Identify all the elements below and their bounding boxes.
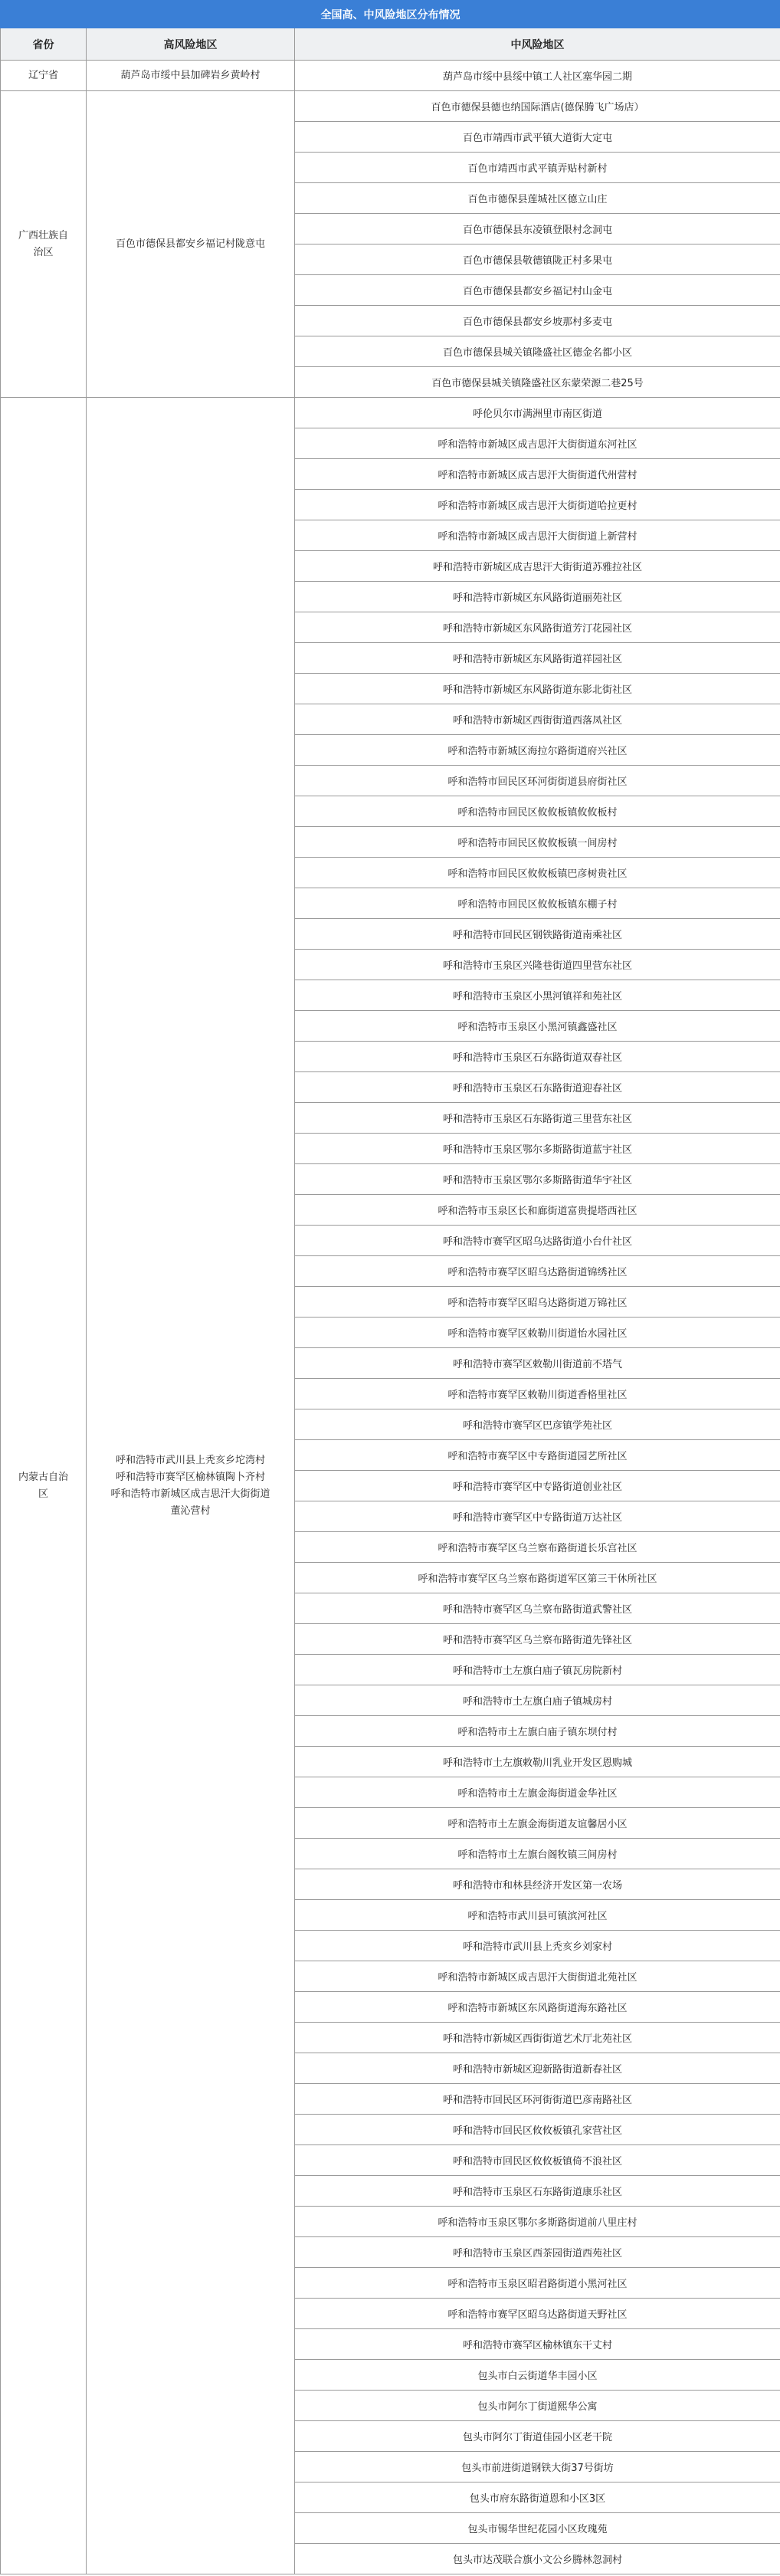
medium-risk-cell: 百色市德保县城关镇隆盛社区德金名都小区 [295,336,780,367]
high-risk-area: 呼和浩特市武川县上秃亥乡坨湾村 [115,1454,265,1466]
medium-risk-cell: 呼和浩特市新城区迎新路街道新春社区 [295,2053,780,2084]
medium-risk-cell: 呼和浩特市赛罕区昭乌达路街道锦绣社区 [295,1256,780,1287]
medium-risk-cell: 呼和浩特市玉泉区石东路街道双春社区 [295,1042,780,1072]
province-cell: 辽宁省 [1,61,87,91]
medium-risk-cell: 呼和浩特市玉泉区鄂尔多斯路街道华宇社区 [295,1164,780,1195]
medium-risk-cell: 呼和浩特市新城区东风路街道丽苑社区 [295,582,780,612]
medium-risk-cell: 呼和浩特市新城区成吉思汗大街街道代州营村 [295,459,780,490]
column-header-medium-risk: 中风险地区 [295,28,780,61]
medium-risk-cell: 呼和浩特市赛罕区敕勒川街道怡水园社区 [295,1318,780,1348]
medium-risk-cell: 百色市德保县都安乡福记村山金屯 [295,275,780,306]
medium-risk-cell: 包头市阿尔丁街道佳园小区老干院 [295,2421,780,2452]
medium-risk-cell: 呼和浩特市土左旗敕勒川乳业开发区恩购城 [295,1747,780,1777]
medium-risk-cell: 呼和浩特市回民区环河街街道巴彦南路社区 [295,2084,780,2115]
medium-risk-cell: 呼和浩特市新城区成吉思汗大街街道东河社区 [295,428,780,459]
medium-risk-cell: 呼和浩特市玉泉区鄂尔多斯路街道前八里庄村 [295,2207,780,2237]
medium-risk-cell: 呼和浩特市和林县经济开发区第一农场 [295,1869,780,1900]
province-cell: 广西壮族自治区 [1,91,87,398]
medium-risk-cell: 百色市德保县德也纳国际酒店(德保腾飞广场店） [295,91,780,122]
medium-risk-cell: 呼和浩特市赛罕区昭乌达路街道万锦社区 [295,1287,780,1318]
table-row [1,61,780,91]
medium-risk-cell: 呼和浩特市回民区攸攸板镇攸攸板村 [295,796,780,827]
medium-risk-cell: 呼和浩特市回民区钢铁路街道南乘社区 [295,919,780,950]
table-body [1,61,780,2574]
medium-risk-cell: 呼和浩特市土左旗金海街道金华社区 [295,1777,780,1808]
medium-risk-cell: 包头市锡华世纪花园小区玫瑰苑 [295,2513,780,2544]
high-risk-area: 董沁营村 [170,1505,211,1517]
medium-risk-cell: 呼和浩特市新城区成吉思汗大街街道上新营村 [295,520,780,551]
medium-risk-cell: 呼和浩特市新城区东风路街道东影北街社区 [295,674,780,704]
high-risk-area: 呼和浩特市新城区成吉思汗大街街道 [110,1488,270,1500]
table-title: 全国高、中风险地区分布情况 [1,1,780,28]
medium-risk-cell: 呼和浩特市新城区东风路街道祥园社区 [295,643,780,674]
table-row [1,91,780,122]
medium-risk-cell: 呼和浩特市玉泉区小黑河镇祥和苑社区 [295,980,780,1011]
medium-risk-cell: 呼和浩特市赛罕区榆林镇东干丈村 [295,2329,780,2360]
high-risk-area: 呼和浩特市赛罕区榆林镇陶卜齐村 [115,1471,265,1483]
medium-risk-cell: 呼和浩特市新城区西街街道西落凤社区 [295,704,780,735]
medium-risk-cell: 呼和浩特市土左旗白庙子镇城房村 [295,1685,780,1716]
high-risk-area: 百色市德保县都安乡福记村陇意屯 [115,238,265,250]
medium-risk-cell: 呼和浩特市赛罕区乌兰察布路街道军区第三干休所社区 [295,1563,780,1593]
medium-risk-cell: 百色市德保县都安乡坡那村多麦屯 [295,306,780,336]
medium-risk-cell: 呼和浩特市赛罕区敕勒川街道前不塔气 [295,1348,780,1379]
medium-risk-cell: 呼和浩特市赛罕区乌兰察布路街道武警社区 [295,1593,780,1624]
medium-risk-cell: 百色市德保县城关镇隆盛社区东蒙荣源二巷25号 [295,367,780,398]
medium-risk-cell: 呼和浩特市赛罕区乌兰察布路街道先锋社区 [295,1624,780,1655]
medium-risk-cell: 呼和浩特市土左旗台阁牧镇三间房村 [295,1839,780,1869]
medium-risk-cell: 百色市德保县东凌镇登限村念洞屯 [295,214,780,244]
medium-risk-cell: 包头市达茂联合旗小文公乡腾林忽洞村 [295,2544,780,2574]
medium-risk-cell: 呼和浩特市玉泉区小黑河镇鑫盛社区 [295,1011,780,1042]
high-risk-cell [87,91,295,398]
medium-risk-cell: 呼和浩特市赛罕区中专路街道园艺所社区 [295,1440,780,1471]
medium-risk-cell: 呼和浩特市回民区攸攸板镇巴彦树贵社区 [295,858,780,888]
medium-risk-cell: 呼和浩特市赛罕区中专路街道创业社区 [295,1471,780,1501]
medium-risk-cell: 呼和浩特市新城区成吉思汗大街街道苏雅拉社区 [295,551,780,582]
medium-risk-cell: 呼和浩特市赛罕区昭乌达路街道天野社区 [295,2299,780,2329]
medium-risk-cell: 呼和浩特市新城区成吉思汗大街街道哈拉更村 [295,490,780,520]
medium-risk-cell: 呼和浩特市土左旗金海街道友谊馨居小区 [295,1808,780,1839]
medium-risk-cell: 呼和浩特市新城区成吉思汗大街街道北苑社区 [295,1961,780,1992]
column-header-high-risk: 高风险地区 [87,28,295,61]
medium-risk-cell: 葫芦岛市绥中县绥中镇工人社区塞华园二期 [295,61,780,91]
column-header-province: 省份 [1,28,87,61]
medium-risk-cell: 呼和浩特市赛罕区敕勒川街道香格里社区 [295,1379,780,1409]
medium-risk-cell: 包头市阿尔丁街道熙华公寓 [295,2391,780,2421]
medium-risk-cell: 呼和浩特市回民区攸攸板镇倚不浪社区 [295,2145,780,2176]
high-risk-area: 葫芦岛市绥中县加碑岩乡黄岭村 [120,69,261,81]
medium-risk-cell: 呼和浩特市玉泉区石东路街道迎春社区 [295,1072,780,1103]
province-cell: 内蒙古自治区 [1,398,87,2574]
medium-risk-cell: 呼和浩特市回民区攸攸板镇一间房村 [295,827,780,858]
medium-risk-cell: 包头市前进街道钢铁大街37号街坊 [295,2452,780,2482]
table-row [1,398,780,428]
medium-risk-cell: 呼和浩特市土左旗白庙子镇东坝付村 [295,1716,780,1747]
high-risk-cell [87,398,295,2574]
medium-risk-cell: 呼和浩特市玉泉区长和廊街道富贵提塔西社区 [295,1195,780,1226]
medium-risk-cell: 百色市德保县敬德镇陇正村多果屯 [295,244,780,275]
medium-risk-cell: 呼和浩特市新城区东风路街道海东路社区 [295,1992,780,2023]
medium-risk-cell: 呼和浩特市新城区东风路街道芳汀花园社区 [295,612,780,643]
medium-risk-cell: 呼和浩特市玉泉区石东路街道康乐社区 [295,2176,780,2207]
medium-risk-cell: 百色市靖西市武平镇大道街大定屯 [295,122,780,153]
medium-risk-cell: 呼和浩特市玉泉区石东路街道三里营东社区 [295,1103,780,1134]
medium-risk-cell: 呼和浩特市武川县可镇滨河社区 [295,1900,780,1931]
medium-risk-cell: 包头市白云街道华丰园小区 [295,2360,780,2391]
medium-risk-cell: 呼和浩特市赛罕区中专路街道万达社区 [295,1501,780,1532]
medium-risk-cell: 包头市府东路街道恩和小区3区 [295,2482,780,2513]
medium-risk-cell: 呼和浩特市武川县上秃亥乡刘家村 [295,1931,780,1961]
medium-risk-cell: 呼和浩特市赛罕区昭乌达路街道小台什社区 [295,1226,780,1256]
medium-risk-cell: 呼和浩特市玉泉区兴隆巷街道四里营东社区 [295,950,780,980]
medium-risk-cell: 呼和浩特市玉泉区西茶园街道西苑社区 [295,2237,780,2268]
medium-risk-cell: 呼和浩特市赛罕区巴彦镇学苑社区 [295,1409,780,1440]
medium-risk-cell: 百色市靖西市武平镇弄贴村新村 [295,153,780,183]
medium-risk-cell: 呼和浩特市回民区攸攸板镇孔家营社区 [295,2115,780,2145]
medium-risk-cell: 呼和浩特市回民区环河街街道县府街社区 [295,766,780,796]
medium-risk-cell: 百色市德保县莲城社区德立山庄 [295,183,780,214]
medium-risk-cell: 呼伦贝尔市满洲里市南区街道 [295,398,780,428]
high-risk-cell [87,61,295,91]
medium-risk-cell: 呼和浩特市玉泉区鄂尔多斯路街道蓝宇社区 [295,1134,780,1164]
medium-risk-cell: 呼和浩特市玉泉区昭君路街道小黑河社区 [295,2268,780,2299]
medium-risk-cell: 呼和浩特市新城区海拉尔路街道府兴社区 [295,735,780,766]
medium-risk-cell: 呼和浩特市赛罕区乌兰察布路街道长乐宫社区 [295,1532,780,1563]
medium-risk-cell: 呼和浩特市回民区攸攸板镇东棚子村 [295,888,780,919]
medium-risk-cell: 呼和浩特市新城区西街街道艺术厅北苑社区 [295,2023,780,2053]
medium-risk-cell: 呼和浩特市土左旗白庙子镇瓦房院新村 [295,1655,780,1685]
